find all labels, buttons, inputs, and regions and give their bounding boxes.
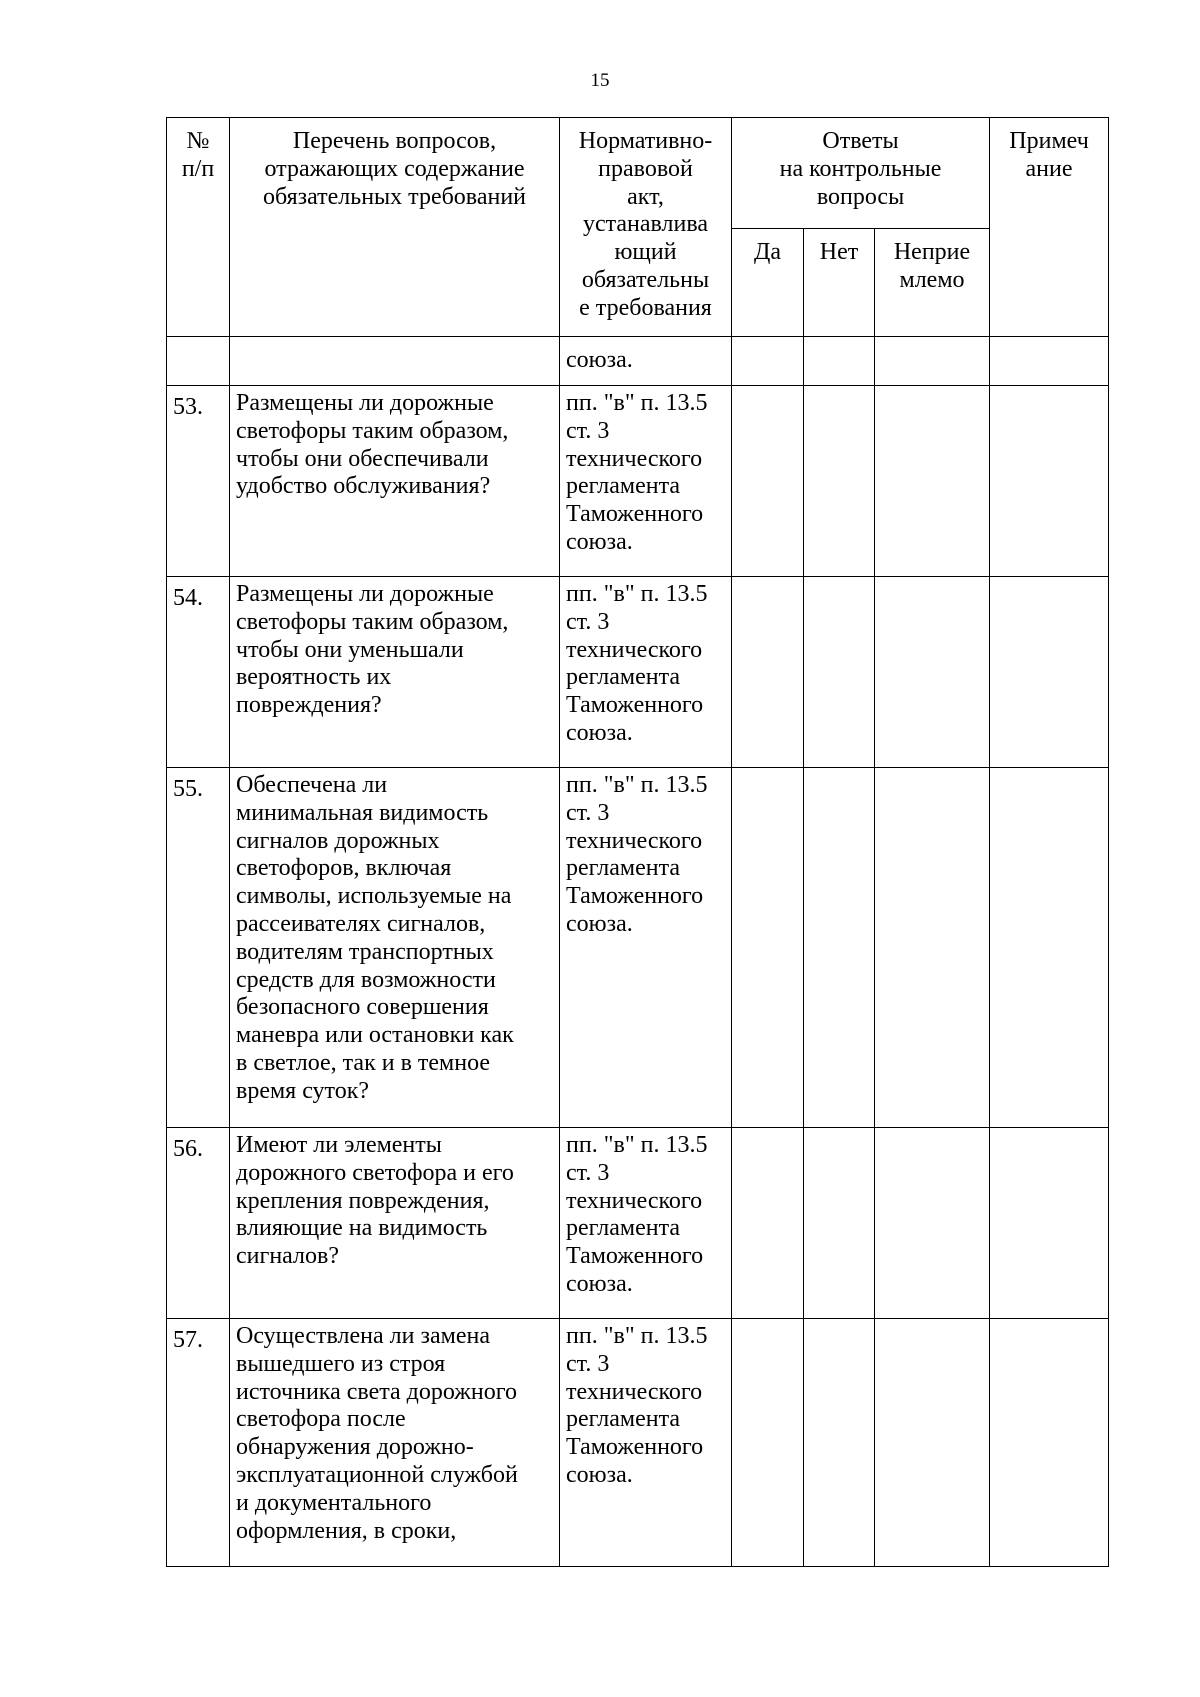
question-text: Осуществлена ли замена вышедшего из строя источника света дорожного светофора после обнаружения дорожно- эксплуатационной службой и документального оформления, в сроки, [236,1323,518,1544]
row-number-text: 55. [173,776,203,802]
header-no: Нет [804,229,875,337]
answer-na-cell[interactable] [875,577,990,768]
answer-na-cell[interactable] [875,386,990,577]
header-legal-act: Нормативно- правовой акт, устанавлива ющий обязательны е требования [560,118,732,337]
legal-act-text: пп. "в" п. 13.5 ст. 3 технического регламента Таможенного союза. [566,390,708,555]
row-number-cell [167,386,230,577]
table-row [167,386,1109,577]
legal-act-cell [560,577,732,768]
header-number: № п/п [167,118,230,337]
question-cell [230,1319,560,1567]
legal-act-text: пп. "в" п. 13.5 ст. 3 технического регламента Таможенного союза. [566,1132,708,1297]
table-row [167,768,1109,1128]
answer-yes-cell[interactable] [732,768,804,1128]
note-cell[interactable] [990,1128,1109,1319]
answer-yes-cell[interactable] [732,337,804,386]
table-row [167,1319,1109,1567]
question-cell [230,577,560,768]
answer-no-cell[interactable] [804,337,875,386]
row-number-text: 54. [173,585,203,611]
note-cell[interactable] [990,386,1109,577]
header-question: Перечень вопросов, отражающих содержание обязательных требований [230,118,560,337]
question-text: Размещены ли дорожные светофоры таким образом, чтобы они обеспечивали удобство обслуживания? [236,390,509,500]
note-cell[interactable] [990,337,1109,386]
answer-na-cell[interactable] [875,337,990,386]
page-number: 15 [590,70,610,91]
answer-yes-cell[interactable] [732,577,804,768]
legal-act-cell [560,768,732,1128]
row-number-cell [167,1319,230,1567]
row-number-text: 56. [173,1136,203,1162]
continuation-number-cell [167,337,230,386]
row-number-text: 53. [173,394,203,420]
answer-yes-cell[interactable] [732,1319,804,1567]
answer-no-cell[interactable] [804,768,875,1128]
continuation-act-cell: союза. [560,337,732,386]
answer-no-cell[interactable] [804,577,875,768]
note-cell[interactable] [990,1319,1109,1567]
table-row [167,577,1109,768]
answer-no-cell[interactable] [804,386,875,577]
question-text: Имеют ли элементы дорожного светофора и его крепления повреждения, влияющие на видимость сигналов? [236,1132,514,1270]
legal-act-cell [560,386,732,577]
row-number-cell [167,768,230,1128]
question-text: Обеспечена ли минимальная видимость сигналов дорожных светофоров, включая символы, используемые на рассеивателях сигналов, водителям транспортных средств для возможности безопасного совершения маневра или остановки как в светлое, так и в темное время суток? [236,772,514,1104]
row-number-text: 57. [173,1327,203,1353]
header-answers: Ответы на контрольные вопросы [732,118,990,229]
note-cell[interactable] [990,577,1109,768]
legal-act-cell [560,1319,732,1567]
question-cell [230,768,560,1128]
answer-na-cell[interactable] [875,1319,990,1567]
header-yes: Да [732,229,804,337]
note-cell[interactable] [990,768,1109,1128]
answer-na-cell[interactable] [875,1128,990,1319]
question-text: Размещены ли дорожные светофоры таким образом, чтобы они уменьшали вероятность их повреждения? [236,581,509,719]
row-number-cell [167,577,230,768]
header-row [167,118,1109,229]
legal-act-cell [560,1128,732,1319]
answer-yes-cell[interactable] [732,1128,804,1319]
continuation-question-cell [230,337,560,386]
legal-act-text: пп. "в" п. 13.5 ст. 3 технического регламента Таможенного союза. [566,581,708,746]
answer-na-cell[interactable] [875,768,990,1128]
legal-act-text: пп. "в" п. 13.5 ст. 3 технического регламента Таможенного союза. [566,772,708,937]
question-cell [230,1128,560,1319]
legal-act-text: пп. "в" п. 13.5 ст. 3 технического регламента Таможенного союза. [566,1323,708,1488]
header-not-applicable: Неприе млемо [875,229,990,337]
checklist-table [166,117,1109,1567]
answer-no-cell[interactable] [804,1319,875,1567]
header-note: Примеч ание [990,118,1109,337]
answer-yes-cell[interactable] [732,386,804,577]
table-row [167,1128,1109,1319]
question-cell [230,386,560,577]
row-number-cell [167,1128,230,1319]
continuation-row [167,337,1109,386]
answer-no-cell[interactable] [804,1128,875,1319]
